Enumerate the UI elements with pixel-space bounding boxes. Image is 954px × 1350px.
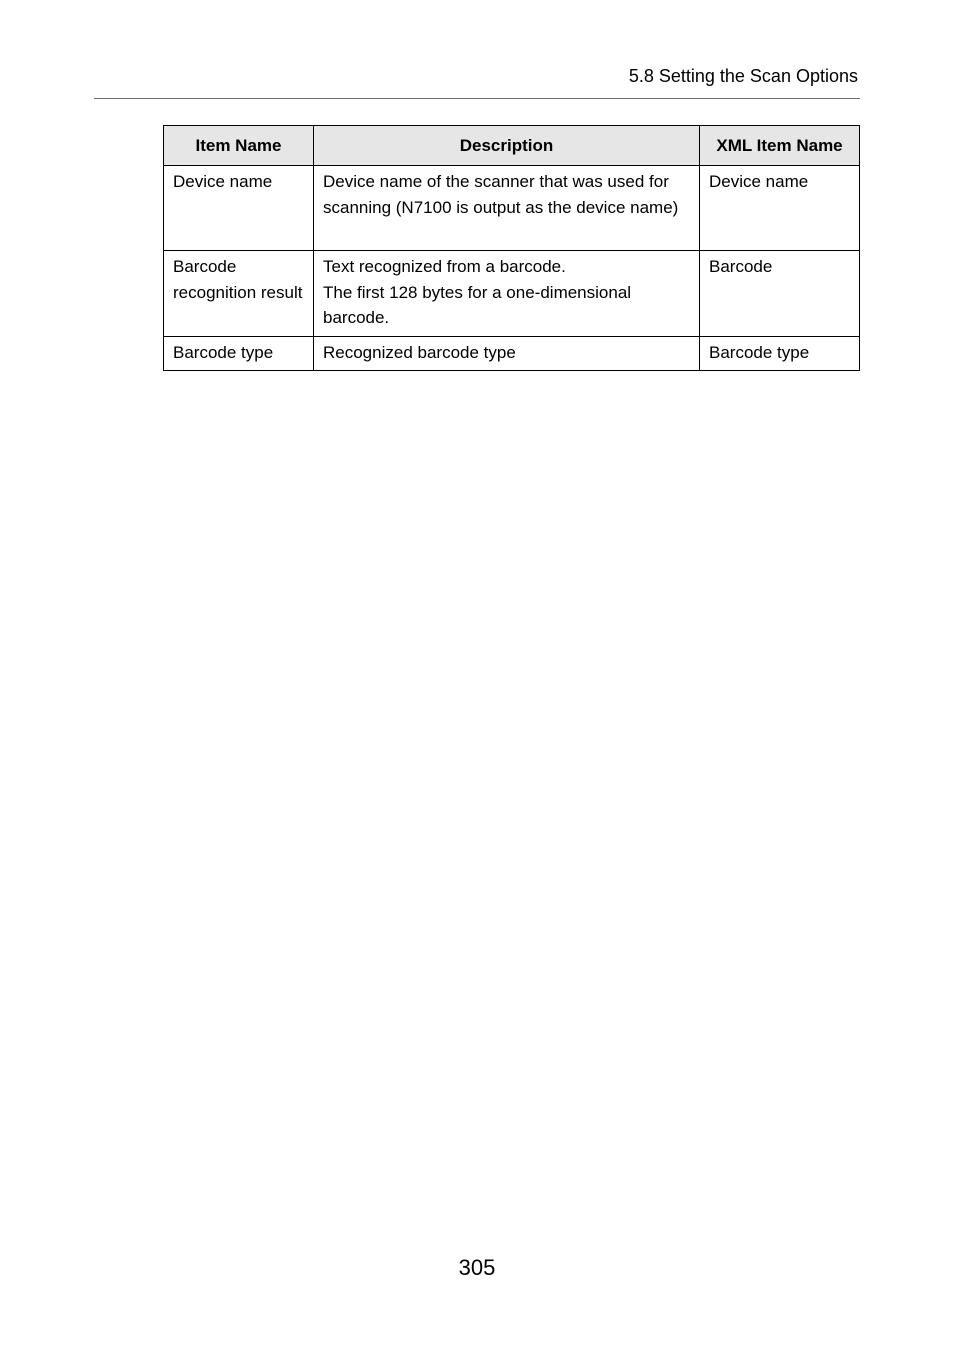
cell-xml-item-name: Device name — [700, 166, 860, 251]
cell-item-name: Barcode recognition result — [164, 251, 314, 337]
items-table — [163, 125, 860, 371]
table-header-row — [164, 126, 860, 166]
description-line: Recognized barcode type — [323, 342, 516, 362]
table-row — [164, 251, 860, 337]
section-header: 5.8 Setting the Scan Options — [628, 66, 858, 86]
column-header-xml-item-name: XML Item Name — [700, 126, 860, 166]
table-row — [164, 336, 860, 371]
table-row — [164, 166, 860, 251]
cell-xml-item-name: Barcode type — [700, 336, 860, 371]
column-header-item-name: Item Name — [164, 126, 314, 166]
cell-description — [314, 336, 700, 371]
description-line: Device name of the scanner that was used for scanning (N7100 is output as the device name) — [323, 172, 679, 217]
page-number: 305 — [458, 1255, 496, 1280]
header-rule — [94, 98, 860, 99]
description-line: Text recognized from a barcode. — [323, 257, 566, 276]
cell-description — [314, 251, 700, 337]
cell-item-name: Barcode type — [164, 336, 314, 371]
column-header-description: Description — [314, 126, 700, 166]
cell-description — [314, 166, 700, 251]
description-line: The first 128 bytes for a one-dimensional barcode. — [323, 282, 632, 327]
cell-item-name: Device name — [164, 166, 314, 251]
cell-xml-item-name: Barcode — [700, 251, 860, 337]
